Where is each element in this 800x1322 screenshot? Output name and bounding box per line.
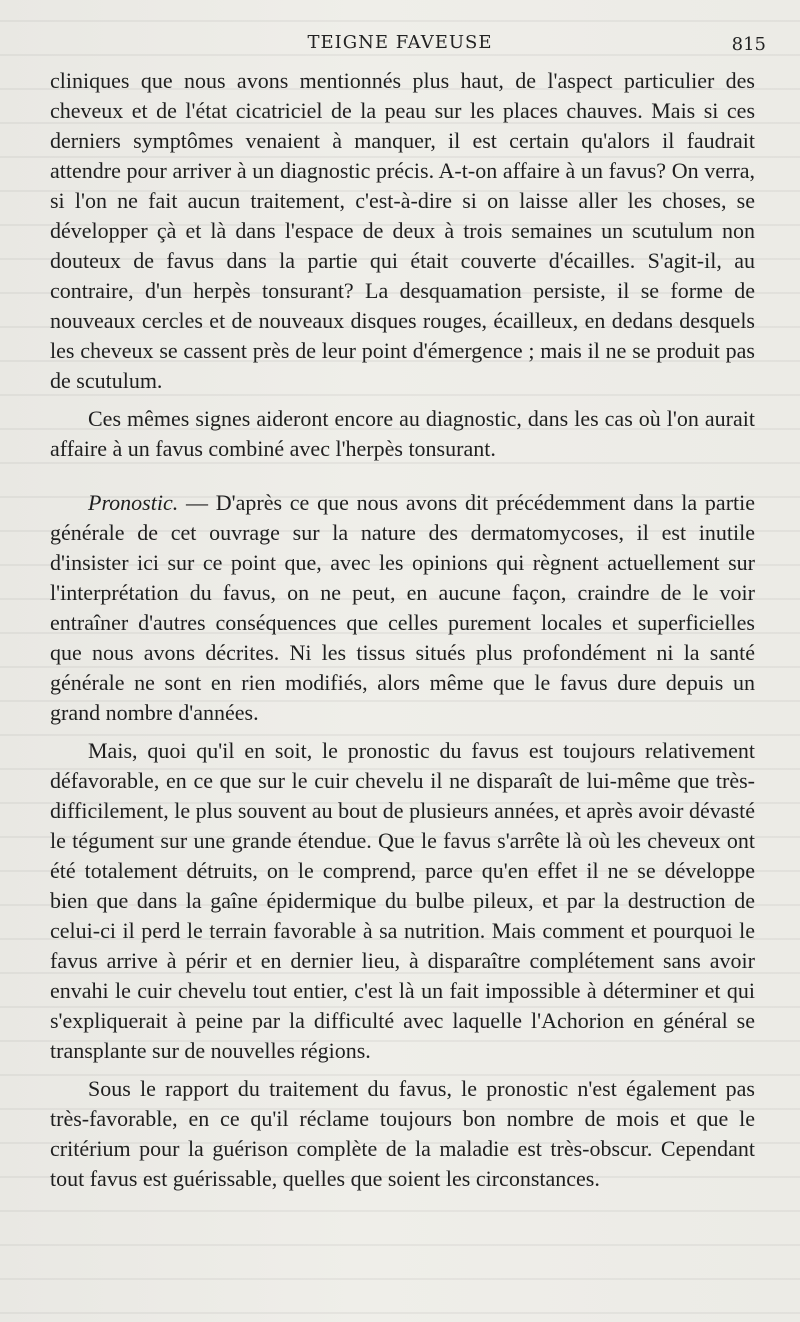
page-header (0, 30, 800, 60)
body-text (50, 66, 755, 1202)
paragraph-diagnostic-signs: Ces mêmes signes aideront encore au diagnostic, dans les cas où l'on aurait affaire à un favus combiné avec l'herpès tonsurant. (50, 406, 755, 461)
page-number: 815 (731, 34, 766, 55)
section-lead-text: D'après ce que nous avons dit précédemment dans la partie générale de cet ouvrage sur la nature des dermatomycoses, il est inutile d'insister ici sur ce point que, avec les opinions qui règnent actuellement sur l'interprétation du favus, on ne peut, en aucune façon, craindre de le voir entraîner d'autres conséquences que celles purement locales et superficielles que nous avons décrites. Ni les tissus situés plus profondément ni la santé générale ne sont en rien modifiés, alors même que le favus dure depuis un grand nombre d'années. (50, 490, 756, 725)
paragraph-continuation: cliniques que nous avons mentionnés plus haut, de l'aspect particulier des cheveux et de l'état cicatriciel de la peau sur les places chauves. Mais si ces derniers symptômes venaient à manquer, il est certain qu'alors il faudrait attendre pour arriver à un diagnostic précis. A-t-on affaire à un favus? On verra, si l'on ne fait aucun traitement, c'est-à-dire si on laisse aller les choses, se développer çà et là dans l'espace de deux à trois semaines un scutulum non douteux de favus dans la partie qui était couverte d'écailles. S'agit-il, au contraire, d'un herpès tonsurant? La desquamation persiste, il se forme de nouveaux cercles et de nouveaux disques rouges, écailleux, en dedans desquels les cheveux se cassent près de leur point d'émergence ; mais il ne se produit pas de scutulum. (50, 68, 755, 393)
paragraph-pronostic-details: Mais, quoi qu'il en soit, le pronostic du favus est toujours relativement défavorable, en ce que sur le cuir chevelu il ne disparaît de lui-même que très-difficilement, le plus souvent au bout de plusieurs années, et après avoir dévasté le tégument sur une grande étendue. Que le favus s'arrête là où les cheveux ont été totalement détruits, on le comprend, parce qu'en effet il ne se développe bien que dans la gaîne épidermique du bulbe pileux, et par la destruction de celui-ci il perd le terrain favorable à sa nutrition. Mais comment et pourquoi le favus arrive à périr et en dernier lieu, à disparaître complétement sans avoir envahi le cuir chevelu tout entier, c'est là un fait impossible à déterminer et qui s'expliquerait à peine par la difficulté avec laquelle l'Achorion en général se transplante sur de nouvelles régions. (50, 738, 755, 1063)
section-dash: — (186, 490, 208, 515)
section-heading-pronostic: Pronostic. (88, 490, 179, 515)
paragraph-treatment-pronostic: Sous le rapport du traitement du favus, le pronostic n'est également pas très-favorable, en ce qu'il réclame toujours bon nombre de mois et que le critérium pour la guérison complète de la maladie est très-obscur. Cependant tout favus est guérissable, quelles que soient les circonstances. (50, 1076, 755, 1191)
running-title: TEIGNE FAVEUSE (307, 32, 493, 53)
paragraph-pronostic (50, 488, 755, 728)
